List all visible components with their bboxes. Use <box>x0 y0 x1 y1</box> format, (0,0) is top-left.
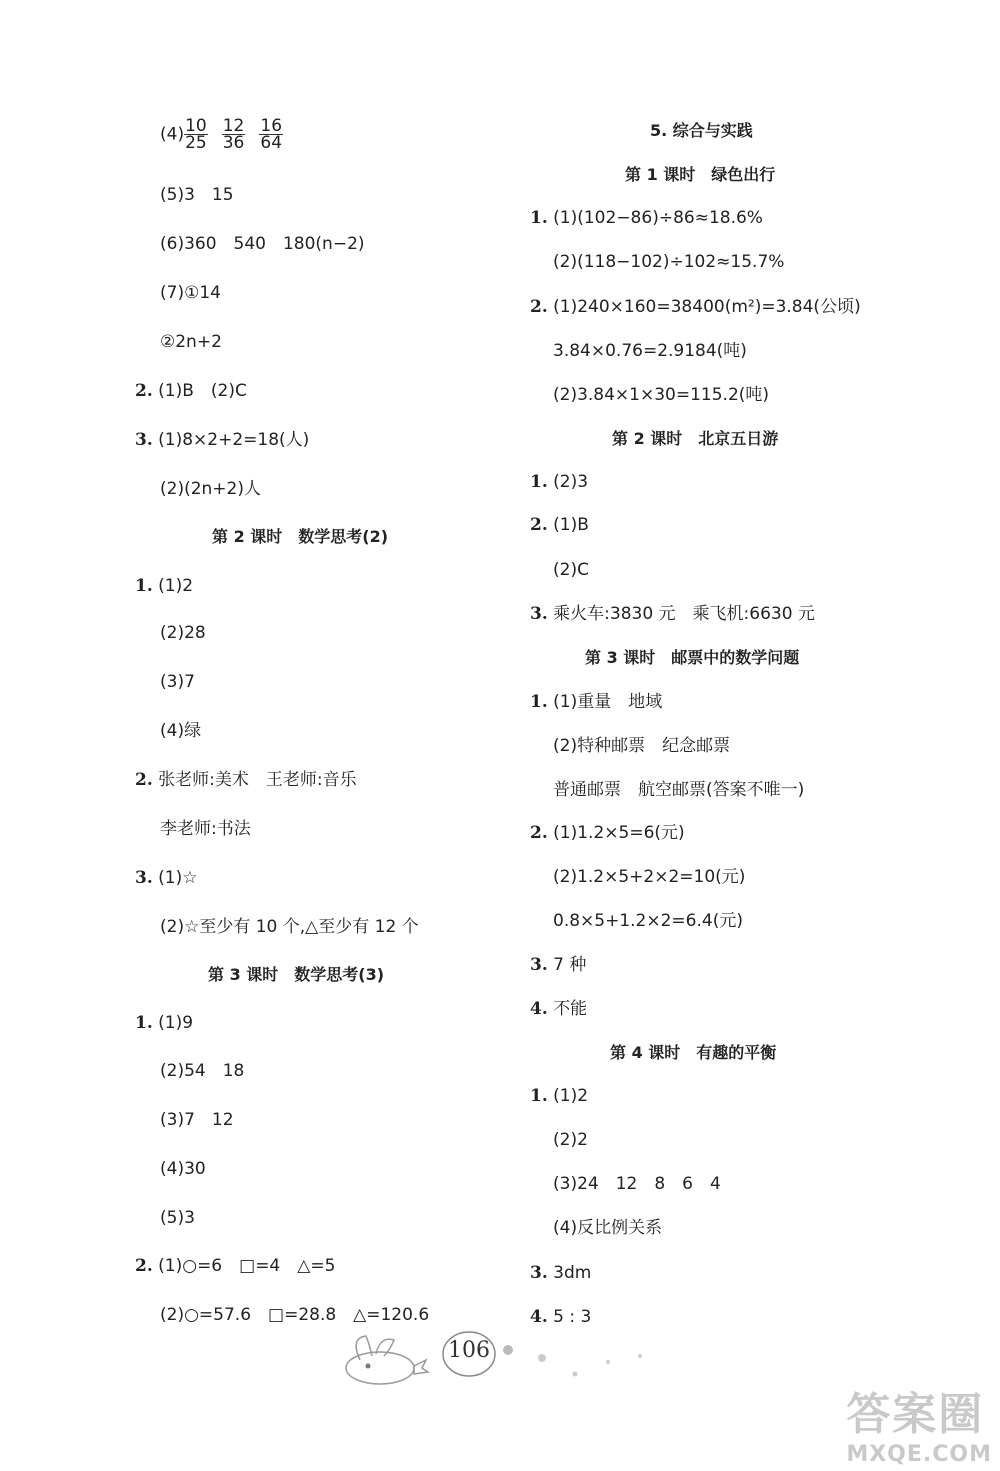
watermark-logo: 答案圈 MXQE.COM <box>846 1389 992 1467</box>
answer-line: ②2n+2 <box>160 332 222 352</box>
answer-line: 0.8×5+1.2×2=6.4(元) <box>553 911 743 931</box>
question-line: 1. (1)重量 地域 <box>530 692 663 712</box>
answer-line: (2)(2n+2)人 <box>160 479 261 499</box>
answer-line: 普通邮票 航空邮票(答案不唯一) <box>553 780 805 800</box>
answer-line: (3)24 12 8 6 4 <box>553 1174 721 1194</box>
question-line: 2. (1)B <box>530 515 589 535</box>
answer-line: (4)反比例关系 <box>553 1218 663 1238</box>
fraction-3: $\frac{16}{64}$ <box>260 116 283 153</box>
right-column <box>500 0 1000 1360</box>
question-line: 2. (1)1.2×5=6(元) <box>530 823 685 843</box>
question-line: 1. (1)2 <box>135 576 194 596</box>
answer-line: (3)7 12 <box>160 1110 234 1130</box>
question-line: 4. 不能 <box>530 999 588 1019</box>
answer-line: (7)①14 <box>160 283 221 303</box>
question-line: 3. (1)☆ <box>135 868 198 888</box>
answer-line: (3)7 <box>160 672 195 692</box>
fraction-2: $\frac{12}{36}$ <box>222 116 245 153</box>
question-line: 3. 乘火车:3830 元 乘飞机:6630 元 <box>530 604 815 624</box>
question-line: 1. (1)2 <box>530 1086 589 1106</box>
answer-line: (6)360 540 180(n−2) <box>160 234 365 254</box>
answer-line: (2)54 18 <box>160 1061 245 1081</box>
chapter-title: 5. 综合与实践 <box>650 121 753 140</box>
section-heading: 第 3 课时 邮票中的数学问题 <box>585 648 800 667</box>
section-heading: 第 2 课时 北京五日游 <box>612 429 779 448</box>
question-line: 3. 3dm <box>530 1263 592 1283</box>
answer-line: (2)1.2×5+2×2=10(元) <box>553 867 746 887</box>
answer-line: 李老师:书法 <box>160 819 251 839</box>
answer-line: (2)28 <box>160 623 206 643</box>
question-line: 1. (2)3 <box>530 472 589 492</box>
question-line: 1. (1)9 <box>135 1013 194 1033</box>
question-line: 2. 张老师:美术 王老师:音乐 <box>135 770 357 790</box>
bird-icon <box>330 1330 690 1390</box>
left-column <box>0 0 500 1360</box>
question-line: 2. (1)○=6 □=4 △=5 <box>135 1256 336 1276</box>
section-heading: 第 2 课时 数学思考(2) <box>212 527 389 546</box>
answer-line-4: (4) $\frac{10}{25}$ $\frac{12}{36}$ $\frac{16}{64}$ <box>160 116 283 153</box>
answer-line: (2)3.84×1×30=115.2(吨) <box>553 385 770 405</box>
answer-line: (2)(118−102)÷102≈15.7% <box>553 252 785 272</box>
section-heading: 第 1 课时 绿色出行 <box>625 165 776 184</box>
answer-line: 3.84×0.76=2.9184(吨) <box>553 341 747 361</box>
page-number: 106 <box>448 1338 490 1363</box>
answer-line: (4)30 <box>160 1159 206 1179</box>
answer-line: (2)☆至少有 10 个,△至少有 12 个 <box>160 917 419 937</box>
answer-line: (4)绿 <box>160 721 202 741</box>
answer-line: (2)2 <box>553 1130 588 1150</box>
fraction-1: $\frac{10}{25}$ <box>185 116 207 153</box>
answer-line: (2)特种邮票 纪念邮票 <box>553 736 731 756</box>
page-footer <box>330 1330 690 1390</box>
answer-line: (5)3 <box>160 1208 195 1228</box>
question-line: 1. (1)(102−86)÷86≈18.6% <box>530 208 763 228</box>
answer-line: (2)○=57.6 □=28.8 △=120.6 <box>160 1305 430 1325</box>
answer-line: (5)3 15 <box>160 185 234 205</box>
question-line: 4. 5 : 3 <box>530 1307 592 1327</box>
question-line: 2. (1)240×160=38400(m²)=3.84(公顷) <box>530 297 861 317</box>
section-heading: 第 4 课时 有趣的平衡 <box>610 1043 777 1062</box>
question-line: 2. (1)B (2)C <box>135 381 247 401</box>
question-line: 3. 7 种 <box>530 955 587 975</box>
question-line: 3. (1)8×2+2=18(人) <box>135 430 310 450</box>
answer-line: (2)C <box>553 560 589 580</box>
section-heading: 第 3 课时 数学思考(3) <box>208 965 385 984</box>
